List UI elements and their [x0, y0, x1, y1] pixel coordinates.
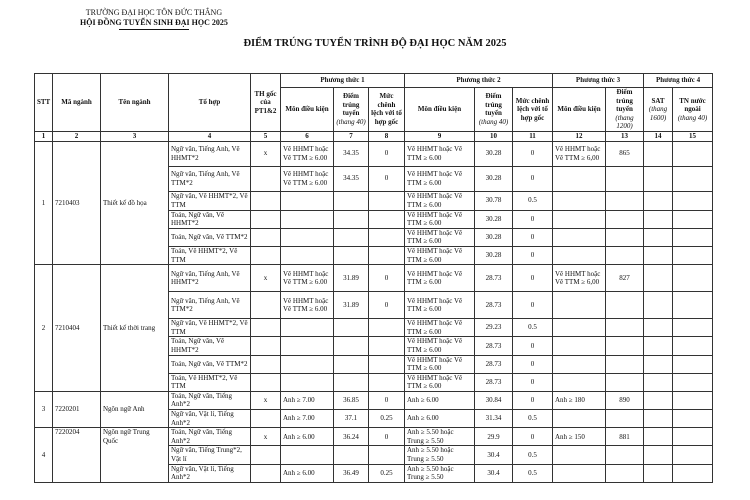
pt2-mon-dk-cell: Vẽ HHMT hoặc Vẽ TTM ≥ 6.00: [405, 292, 475, 319]
pt1-mon-dk-cell: Anh ≥ 6.00: [281, 464, 334, 482]
col-tn-nuoc-ngoai-label: TN nước ngoài: [679, 96, 706, 114]
pt1-mon-dk-cell: [281, 373, 334, 391]
pt1-chenh-cell: 0.25: [369, 410, 405, 428]
pt3-diem-cell: [606, 166, 644, 191]
ma-nganh-cell: 7220204: [53, 428, 101, 483]
to-hop-cell: Toán, Ngữ văn, Tiếng Anh*2: [169, 428, 251, 446]
th-goc-cell: [251, 410, 281, 428]
pt3-mon-dk-cell: [553, 446, 606, 464]
pt1-diem-cell: 37.1: [334, 410, 369, 428]
pt1-diem-cell: [334, 319, 369, 337]
ma-nganh-cell: 7220201: [53, 391, 101, 427]
pt2-mon-dk-cell: Vẽ HHMT hoặc Vẽ TTM ≥ 6.00: [405, 166, 475, 191]
pt3-diem-cell: [606, 292, 644, 319]
pt2-diem-cell: 30.28: [475, 141, 513, 166]
pt2-chenh-cell: 0: [513, 292, 553, 319]
to-hop-cell: Toán, Ngữ văn, Vẽ HHMT*2: [169, 337, 251, 355]
tn-nuoc-ngoai-cell: [673, 210, 713, 228]
col-group-pt4: [644, 74, 713, 88]
pt3-diem-cell: [606, 446, 644, 464]
col-pt1-chenh: [369, 88, 405, 132]
tn-nuoc-ngoai-cell: [673, 373, 713, 391]
th-goc-cell: [251, 464, 281, 482]
column-index: 8: [369, 131, 405, 141]
pt3-diem-cell: [606, 210, 644, 228]
th-goc-cell: [251, 191, 281, 210]
column-index-row: [35, 131, 713, 141]
pt3-diem-cell: 827: [606, 265, 644, 292]
col-tn-nuoc-ngoai-scale: (thang 40): [677, 113, 708, 122]
col-pt3-diem-scale: (thang 1200): [615, 113, 634, 131]
tn-nuoc-ngoai-cell: [673, 319, 713, 337]
sat-cell: [644, 191, 673, 210]
col-pt3-mon-dk: [553, 88, 606, 132]
pt3-diem-cell: [606, 228, 644, 246]
col-to-hop-label: Tổ hợp: [198, 98, 221, 107]
sat-cell: [644, 337, 673, 355]
th-goc-cell: [251, 373, 281, 391]
col-ma-nganh-label: Mã ngành: [61, 98, 92, 107]
pt2-chenh-cell: 0: [513, 228, 553, 246]
th-goc-cell: [251, 319, 281, 337]
tn-nuoc-ngoai-cell: [673, 141, 713, 166]
pt2-mon-dk-cell: Vẽ HHMT hoặc Vẽ TTM ≥ 6.00: [405, 141, 475, 166]
pt1-diem-cell: [334, 446, 369, 464]
pt1-chenh-cell: 0.25: [369, 464, 405, 482]
col-stt-label: STT: [37, 98, 51, 107]
col-pt1-diem: [334, 88, 369, 132]
sat-cell: [644, 210, 673, 228]
pt1-chenh-cell: [369, 246, 405, 264]
sat-cell: [644, 246, 673, 264]
pt3-diem-cell: [606, 246, 644, 264]
pt3-diem-cell: 865: [606, 141, 644, 166]
col-pt3-mon-dk-label: Môn điều kiện: [557, 105, 601, 114]
pt2-chenh-cell: 0: [513, 210, 553, 228]
column-index: 14: [644, 131, 673, 141]
th-goc-cell: [251, 228, 281, 246]
to-hop-cell: Ngữ văn, Vật lí, Tiếng Anh*2: [169, 464, 251, 482]
header-row-1: [35, 74, 713, 88]
stt-cell: 4: [35, 428, 53, 483]
pt2-mon-dk-cell: Vẽ HHMT hoặc Vẽ TTM ≥ 6.00: [405, 210, 475, 228]
pt1-chenh-cell: [369, 446, 405, 464]
col-pt1-mon-dk: [281, 88, 334, 132]
pt3-mon-dk-cell: [553, 373, 606, 391]
col-group-pt3-label: Phương thức 3: [575, 76, 621, 85]
pt1-diem-cell: 31.89: [334, 265, 369, 292]
pt3-mon-dk-cell: [553, 319, 606, 337]
pt3-mon-dk-cell: [553, 337, 606, 355]
pt3-mon-dk-cell: [553, 210, 606, 228]
ten-nganh-cell: Thiết kế thời trang: [101, 265, 169, 392]
col-th-goc: [251, 74, 281, 132]
col-pt3-diem-label: Điểm trúng tuyển: [616, 88, 633, 114]
pt1-mon-dk-cell: Vẽ HHMT hoặc Vẽ TTM ≥ 6.00: [281, 265, 334, 292]
pt1-diem-cell: [334, 337, 369, 355]
tn-nuoc-ngoai-cell: [673, 446, 713, 464]
to-hop-cell: Ngữ văn, Tiếng Anh, Vẽ TTM*2: [169, 166, 251, 191]
pt1-chenh-cell: 0: [369, 292, 405, 319]
column-index: 13: [606, 131, 644, 141]
sat-cell: [644, 464, 673, 482]
th-goc-cell: [251, 210, 281, 228]
column-index: 7: [334, 131, 369, 141]
pt2-mon-dk-cell: Vẽ HHMT hoặc Vẽ TTM ≥ 6.00: [405, 228, 475, 246]
pt2-diem-cell: 28.73: [475, 337, 513, 355]
tn-nuoc-ngoai-cell: [673, 166, 713, 191]
pt2-chenh-cell: 0.5: [513, 319, 553, 337]
pt2-mon-dk-cell: Vẽ HHMT hoặc Vẽ TTM ≥ 6.00: [405, 265, 475, 292]
pt2-chenh-cell: 0.5: [513, 446, 553, 464]
pt2-chenh-cell: 0: [513, 166, 553, 191]
pt3-mon-dk-cell: [553, 292, 606, 319]
tn-nuoc-ngoai-cell: [673, 391, 713, 409]
pt3-diem-cell: [606, 464, 644, 482]
pt1-mon-dk-cell: [281, 446, 334, 464]
pt1-chenh-cell: [369, 191, 405, 210]
sat-cell: [644, 319, 673, 337]
pt3-mon-dk-cell: Vẽ HHMT hoặc Vẽ TTM ≥ 6,00: [553, 265, 606, 292]
table-row: [35, 141, 713, 166]
table-row: [35, 428, 713, 446]
column-index: 5: [251, 131, 281, 141]
col-ten-nganh: [101, 74, 169, 132]
col-pt1-diem-label: Điểm trúng tuyển: [342, 92, 360, 118]
pt1-chenh-cell: [369, 210, 405, 228]
pt2-diem-cell: 30.84: [475, 391, 513, 409]
pt2-diem-cell: 29.23: [475, 319, 513, 337]
pt1-chenh-cell: [369, 337, 405, 355]
pt3-mon-dk-cell: Vẽ HHMT hoặc Vẽ TTM ≥ 6,00: [553, 141, 606, 166]
col-to-hop: [169, 74, 251, 132]
pt1-chenh-cell: [369, 355, 405, 373]
pt2-diem-cell: 28.73: [475, 292, 513, 319]
col-pt2-diem-label: Điểm trúng tuyển: [485, 92, 502, 118]
column-index: 2: [53, 131, 101, 141]
pt2-chenh-cell: 0: [513, 355, 553, 373]
sat-cell: [644, 373, 673, 391]
col-pt3-diem: [606, 88, 644, 132]
pt2-chenh-cell: 0.5: [513, 410, 553, 428]
pt2-diem-cell: 28.73: [475, 373, 513, 391]
sat-cell: [644, 391, 673, 409]
sat-cell: [644, 292, 673, 319]
col-pt2-mon-dk-label: Môn điều kiện: [417, 105, 462, 114]
pt2-mon-dk-cell: Anh ≥ 6.00: [405, 391, 475, 409]
pt1-mon-dk-cell: [281, 191, 334, 210]
to-hop-cell: Ngữ văn, Tiếng Anh, Vẽ TTM*2: [169, 292, 251, 319]
pt3-diem-cell: [606, 337, 644, 355]
col-group-pt2-label: Phương thức 2: [456, 76, 501, 85]
pt2-chenh-cell: 0.5: [513, 464, 553, 482]
col-pt2-chenh-label: Mức chênh lệch với tổ hợp gốc: [515, 96, 550, 122]
to-hop-cell: Ngữ văn, Vật lí, Tiếng Anh*2: [169, 410, 251, 428]
col-pt2-chenh: [513, 88, 553, 132]
pt2-mon-dk-cell: Vẽ HHMT hoặc Vẽ TTM ≥ 6.00: [405, 191, 475, 210]
col-stt: [35, 74, 53, 132]
stt-cell: 2: [35, 265, 53, 392]
pt2-mon-dk-cell: Vẽ HHMT hoặc Vẽ TTM ≥ 6.00: [405, 373, 475, 391]
admission-scores-table: [34, 73, 713, 483]
pt1-mon-dk-cell: Vẽ HHMT hoặc Vẽ TTM ≥ 6.00: [281, 292, 334, 319]
table-row: [35, 265, 713, 292]
pt1-chenh-cell: [369, 228, 405, 246]
pt1-diem-cell: 34.35: [334, 166, 369, 191]
pt3-diem-cell: [606, 373, 644, 391]
pt2-chenh-cell: 0: [513, 391, 553, 409]
pt1-mon-dk-cell: Anh ≥ 7.00: [281, 410, 334, 428]
ma-nganh-cell: 7210404: [53, 265, 101, 392]
tn-nuoc-ngoai-cell: [673, 464, 713, 482]
pt1-diem-cell: 36.24: [334, 428, 369, 446]
pt2-mon-dk-cell: Anh ≥ 6.00: [405, 410, 475, 428]
pt3-diem-cell: 890: [606, 391, 644, 409]
pt1-chenh-cell: 0: [369, 166, 405, 191]
pt1-diem-cell: [334, 228, 369, 246]
pt3-mon-dk-cell: [553, 191, 606, 210]
pt1-mon-dk-cell: [281, 228, 334, 246]
pt2-diem-cell: 31.34: [475, 410, 513, 428]
col-pt1-mon-dk-label: Môn điều kiện: [285, 105, 329, 114]
ten-nganh-cell: Thiết kế đồ họa: [101, 141, 169, 265]
table-row: [35, 391, 713, 409]
pt2-mon-dk-cell: Anh ≥ 5.50 hoặc Trung ≥ 5.50: [405, 464, 475, 482]
pt1-mon-dk-cell: [281, 319, 334, 337]
pt1-chenh-cell: 0: [369, 428, 405, 446]
pt2-mon-dk-cell: Anh ≥ 5.50 hoặc Trung ≥ 5.50: [405, 446, 475, 464]
col-group-pt4-label: Phương thức 4: [655, 76, 701, 85]
col-sat-label: SAT: [651, 96, 665, 105]
pt2-diem-cell: 30.4: [475, 446, 513, 464]
pt3-diem-cell: 881: [606, 428, 644, 446]
pt1-mon-dk-cell: [281, 210, 334, 228]
pt3-mon-dk-cell: [553, 355, 606, 373]
column-index: 6: [281, 131, 334, 141]
th-goc-cell: x: [251, 141, 281, 166]
pt3-diem-cell: [606, 319, 644, 337]
pt2-diem-cell: 28.73: [475, 265, 513, 292]
col-group-pt1: [281, 74, 405, 88]
th-goc-cell: x: [251, 391, 281, 409]
pt2-mon-dk-cell: Vẽ HHMT hoặc Vẽ TTM ≥ 6.00: [405, 319, 475, 337]
th-goc-cell: x: [251, 428, 281, 446]
tn-nuoc-ngoai-cell: [673, 246, 713, 264]
pt1-mon-dk-cell: Vẽ HHMT hoặc Vẽ TTM ≥ 6.00: [281, 141, 334, 166]
pt1-diem-cell: [334, 210, 369, 228]
tn-nuoc-ngoai-cell: [673, 292, 713, 319]
pt1-chenh-cell: 0: [369, 265, 405, 292]
pt2-chenh-cell: 0.5: [513, 191, 553, 210]
col-group-pt2: [405, 74, 553, 88]
pt1-diem-cell: 31.89: [334, 292, 369, 319]
column-index: 11: [513, 131, 553, 141]
pt1-chenh-cell: [369, 373, 405, 391]
sat-cell: [644, 428, 673, 446]
pt2-chenh-cell: 0: [513, 141, 553, 166]
pt3-diem-cell: [606, 355, 644, 373]
col-pt1-diem-scale: (thang 40): [336, 118, 366, 127]
pt2-mon-dk-cell: Vẽ HHMT hoặc Vẽ TTM ≥ 6.00: [405, 355, 475, 373]
sat-cell: [644, 166, 673, 191]
to-hop-cell: Toán, Ngữ văn, Vẽ TTM*2: [169, 355, 251, 373]
pt2-diem-cell: 30.28: [475, 210, 513, 228]
th-goc-cell: [251, 355, 281, 373]
col-group-pt1-label: Phương thức 1: [320, 76, 365, 85]
header-underline: [119, 29, 189, 30]
col-pt2-diem: [475, 88, 513, 132]
to-hop-cell: Toán, Ngữ văn, Vẽ HHMT*2: [169, 210, 251, 228]
col-ten-nganh-label: Tên ngành: [118, 98, 151, 107]
to-hop-cell: Ngữ văn, Tiếng Trung*2, Vật lí: [169, 446, 251, 464]
to-hop-cell: Ngữ văn, Vẽ HHMT*2, Vẽ TTM: [169, 191, 251, 210]
pt2-diem-cell: 30.28: [475, 228, 513, 246]
pt1-chenh-cell: [369, 319, 405, 337]
col-sat: [644, 88, 673, 132]
pt3-mon-dk-cell: [553, 246, 606, 264]
column-index: 1: [35, 131, 53, 141]
pt3-mon-dk-cell: [553, 464, 606, 482]
pt1-mon-dk-cell: [281, 355, 334, 373]
pt2-chenh-cell: 0: [513, 246, 553, 264]
th-goc-cell: [251, 292, 281, 319]
ten-nganh-cell: Ngôn ngữ Trung Quốc: [101, 428, 169, 483]
stt-cell: 3: [35, 391, 53, 427]
to-hop-cell: Toán, Vẽ HHMT*2, Vẽ TTM: [169, 373, 251, 391]
pt1-diem-cell: 36.49: [334, 464, 369, 482]
council-name: HỘI ĐỒNG TUYỂN SINH ĐẠI HỌC 2025: [80, 18, 228, 27]
to-hop-cell: Ngữ văn, Vẽ HHMT*2, Vẽ TTM: [169, 319, 251, 337]
pt3-mon-dk-cell: [553, 228, 606, 246]
col-th-goc-label: TH gốc của PT1&2: [254, 89, 277, 115]
pt3-mon-dk-cell: Anh ≥ 150: [553, 428, 606, 446]
tn-nuoc-ngoai-cell: [673, 355, 713, 373]
pt2-diem-cell: 30.28: [475, 166, 513, 191]
col-pt2-diem-scale: (thang 40): [478, 118, 509, 127]
sat-cell: [644, 446, 673, 464]
pt1-diem-cell: 36.85: [334, 391, 369, 409]
th-goc-cell: [251, 166, 281, 191]
pt2-diem-cell: 29.9: [475, 428, 513, 446]
th-goc-cell: [251, 246, 281, 264]
tn-nuoc-ngoai-cell: [673, 428, 713, 446]
tn-nuoc-ngoai-cell: [673, 337, 713, 355]
pt2-mon-dk-cell: Vẽ HHMT hoặc Vẽ TTM ≥ 6.00: [405, 246, 475, 264]
pt1-chenh-cell: 0: [369, 141, 405, 166]
sat-cell: [644, 265, 673, 292]
sat-cell: [644, 355, 673, 373]
pt1-diem-cell: [334, 355, 369, 373]
university-name: TRƯỜNG ĐẠI HỌC TÔN ĐỨC THẮNG: [85, 8, 223, 17]
pt1-diem-cell: [334, 191, 369, 210]
pt1-mon-dk-cell: Anh ≥ 6.00: [281, 428, 334, 446]
tn-nuoc-ngoai-cell: [673, 191, 713, 210]
th-goc-cell: [251, 446, 281, 464]
pt2-mon-dk-cell: Vẽ HHMT hoặc Vẽ TTM ≥ 6.00: [405, 337, 475, 355]
col-pt2-mon-dk: [405, 88, 475, 132]
tn-nuoc-ngoai-cell: [673, 410, 713, 428]
pt2-chenh-cell: 0: [513, 428, 553, 446]
to-hop-cell: Ngữ văn, Tiếng Anh, Vẽ HHMT*2: [169, 265, 251, 292]
th-goc-cell: x: [251, 265, 281, 292]
to-hop-cell: Toán, Vẽ HHMT*2, Vẽ TTM: [169, 246, 251, 264]
ma-nganh-cell: 7210403: [53, 141, 101, 265]
sat-cell: [644, 228, 673, 246]
sat-cell: [644, 141, 673, 166]
column-index: 15: [673, 131, 713, 141]
to-hop-cell: Ngữ văn, Tiếng Anh, Vẽ HHMT*2: [169, 141, 251, 166]
document-header: [80, 8, 228, 30]
column-index: 12: [553, 131, 606, 141]
pt3-diem-cell: [606, 410, 644, 428]
pt2-diem-cell: 30.28: [475, 246, 513, 264]
column-index: 3: [101, 131, 169, 141]
pt1-diem-cell: [334, 373, 369, 391]
pt3-mon-dk-cell: [553, 166, 606, 191]
col-tn-nuoc-ngoai: [673, 88, 713, 132]
sat-cell: [644, 410, 673, 428]
pt3-mon-dk-cell: [553, 410, 606, 428]
to-hop-cell: Toán, Ngữ văn, Tiếng Anh*2: [169, 391, 251, 409]
col-ma-nganh: [53, 74, 101, 132]
ten-nganh-cell: Ngôn ngữ Anh: [101, 391, 169, 427]
to-hop-cell: Toán, Ngữ văn, Vẽ TTM*2: [169, 228, 251, 246]
page-title: ĐIỂM TRÚNG TUYỂN TRÌNH ĐỘ ĐẠI HỌC NĂM 2025: [243, 38, 507, 49]
column-index: 9: [405, 131, 475, 141]
pt1-diem-cell: [334, 246, 369, 264]
pt2-diem-cell: 30.78: [475, 191, 513, 210]
pt1-mon-dk-cell: Anh ≥ 7.00: [281, 391, 334, 409]
pt2-chenh-cell: 0: [513, 337, 553, 355]
pt1-chenh-cell: 0: [369, 391, 405, 409]
pt1-mon-dk-cell: [281, 246, 334, 264]
column-index: 4: [169, 131, 251, 141]
column-index: 10: [475, 131, 513, 141]
col-pt1-chenh-label: Mức chênh lệch với tổ hợp gốc: [371, 92, 402, 127]
stt-cell: 1: [35, 141, 53, 265]
tn-nuoc-ngoai-cell: [673, 265, 713, 292]
pt2-chenh-cell: 0: [513, 265, 553, 292]
pt1-mon-dk-cell: [281, 337, 334, 355]
pt1-mon-dk-cell: Vẽ HHMT hoặc Vẽ TTM ≥ 6.00: [281, 166, 334, 191]
col-group-pt3: [553, 74, 644, 88]
pt2-diem-cell: 30.4: [475, 464, 513, 482]
th-goc-cell: [251, 337, 281, 355]
col-sat-scale: (thang 1600): [648, 105, 668, 122]
pt3-diem-cell: [606, 191, 644, 210]
tn-nuoc-ngoai-cell: [673, 228, 713, 246]
pt1-diem-cell: 34.35: [334, 141, 369, 166]
pt2-chenh-cell: 0: [513, 373, 553, 391]
pt2-diem-cell: 28.73: [475, 355, 513, 373]
pt2-mon-dk-cell: Anh ≥ 5.50 hoặc Trung ≥ 5.50: [405, 428, 475, 446]
pt3-mon-dk-cell: Anh ≥ 180: [553, 391, 606, 409]
